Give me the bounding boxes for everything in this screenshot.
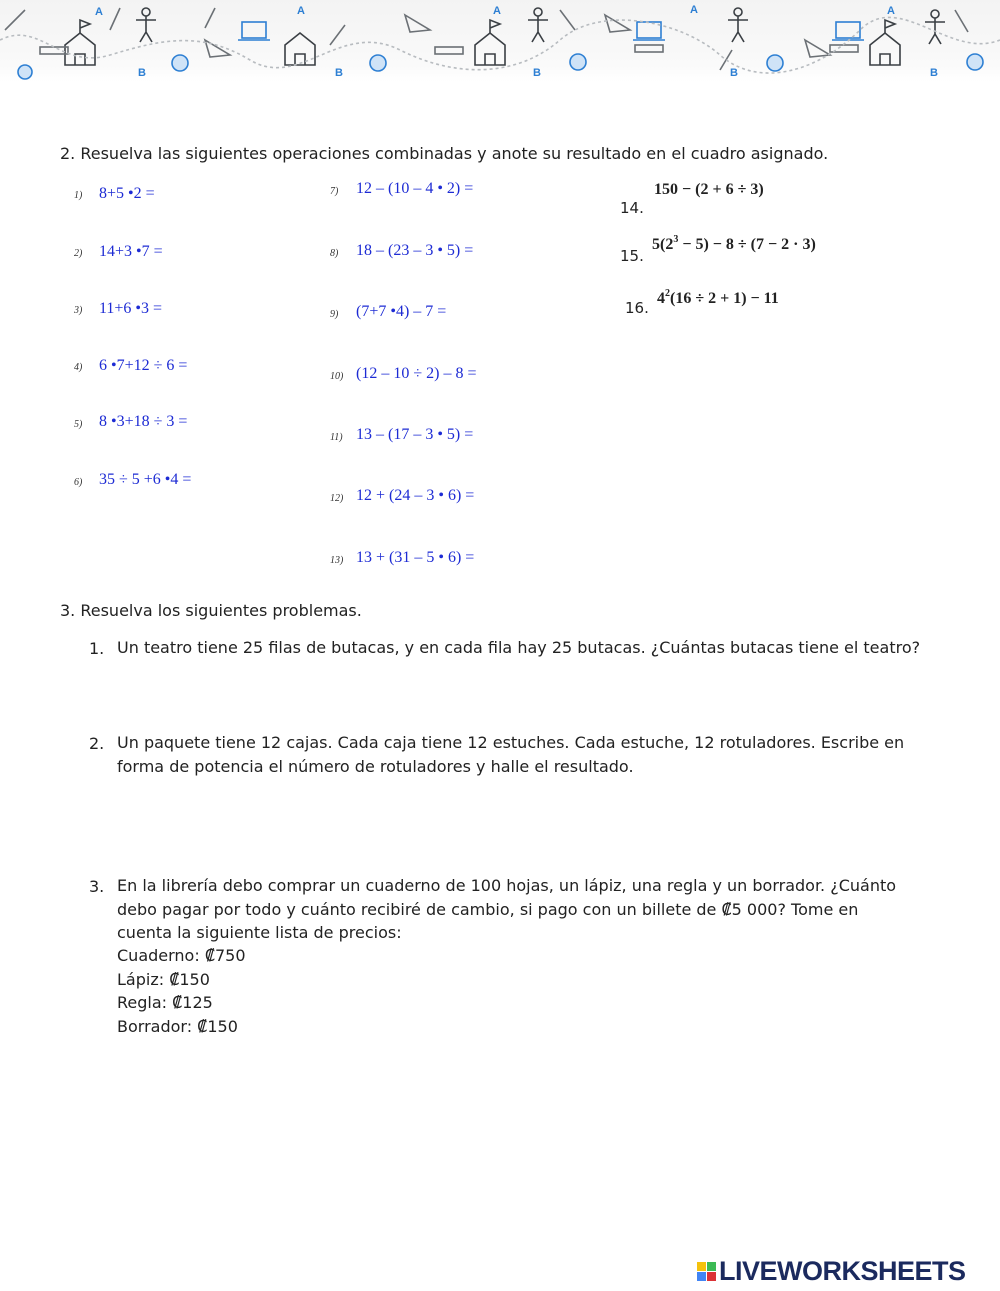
exponent: 3 — [673, 234, 679, 245]
svg-text:A: A — [887, 5, 895, 17]
price-item: Lápiz: ₡150 — [117, 969, 210, 989]
price-list — [117, 944, 246, 1038]
globe-icon — [18, 54, 983, 79]
logo-cubes-icon — [697, 1262, 716, 1281]
problem-number: 2. — [89, 734, 105, 753]
exercise-expression: 8 •3+18 ÷ 3 = — [99, 413, 188, 430]
exercise-number: 3) — [74, 305, 83, 316]
section-3-instruction: 3. Resuelva los siguientes problemas. — [60, 601, 362, 620]
exercise-number: 6) — [74, 477, 83, 488]
exercise-expression: 6 •7+12 ÷ 6 = — [99, 357, 188, 374]
exercise-expression: 13 + (31 – 5 • 6) = — [356, 549, 475, 566]
exercise-number: 1) — [74, 190, 83, 201]
svg-text:B: B — [335, 67, 343, 79]
exercise-expression: 8+5 •2 = — [99, 185, 155, 202]
svg-text:B: B — [930, 67, 938, 79]
exercise-number: 7) — [330, 186, 339, 197]
laptop-icon — [238, 22, 864, 40]
exercise-number: 11) — [330, 432, 343, 443]
svg-text:B: B — [730, 67, 738, 79]
svg-text:A: A — [493, 5, 501, 17]
svg-text:B: B — [138, 67, 146, 79]
problem-text: Un paquete tiene 12 cajas. Cada caja tiene 12 estuches. Cada estuche, 12 rotuladores. Escribe en forma de potencia el número de rotuladores y halle el resultado. — [117, 733, 905, 776]
exercise-expression: 11+6 •3 = — [99, 300, 163, 317]
exercise-expression: 14+3 •7 = — [99, 243, 163, 260]
problem-number: 3. — [89, 877, 105, 896]
exercise-expression: 18 – (23 – 3 • 5) = — [356, 242, 474, 259]
price-item: Borrador: ₡150 — [117, 1016, 238, 1036]
exercise-number: 4) — [74, 362, 83, 373]
exercise-expression: (12 – 10 ÷ 2) – 8 = — [356, 365, 477, 382]
exercise-number: 8) — [330, 248, 339, 259]
logo-text: LIVEWORKSHEETS — [719, 1256, 966, 1286]
exercise-expression: 35 ÷ 5 +6 •4 = — [99, 471, 192, 488]
exercise-expression: 12 – (10 – 4 • 2) = — [356, 180, 474, 197]
exercise-number: 5) — [74, 419, 83, 430]
svg-text:B: B — [533, 67, 541, 79]
price-item: Cuaderno: ₡750 — [117, 946, 246, 965]
problem-text: En la librería debo comprar un cuaderno de 100 hojas, un lápiz, una regla y un borrador. ¿Cuánto debo pagar por todo y cuánto recibiré de cambio, si pago con un billete de ₡5 000? Tome en cuenta la siguiente lista de precios: — [117, 876, 897, 942]
ruler-icon — [40, 45, 858, 54]
doodle-pattern — [0, 0, 1000, 82]
problem-text: Un teatro tiene 25 filas de butacas, y en cada fila hay 25 butacas. ¿Cuántas butacas tiene el teatro? — [117, 638, 921, 657]
exercise-number: 10) — [330, 371, 344, 382]
exponent: 2 — [665, 288, 670, 299]
section-2-instruction: 2. Resuelva las siguientes operaciones combinadas y anote su resultado en el cuadro asignado. — [60, 144, 829, 163]
price-item: Regla: ₡125 — [117, 993, 213, 1012]
svg-text:A: A — [690, 4, 698, 16]
exercise-number: 9) — [330, 309, 339, 320]
exercise-number: 13) — [330, 555, 344, 566]
header-banner — [0, 0, 1000, 82]
svg-text:A: A — [297, 5, 305, 17]
exercise-number: 2) — [74, 248, 83, 259]
svg-text:A: A — [95, 6, 103, 18]
problem-number: 1. — [89, 639, 105, 658]
exercise-expression: 12 + (24 – 3 • 6) = — [356, 487, 475, 504]
exercise-expression: 13 – (17 – 3 • 5) = — [356, 426, 474, 443]
liveworksheets-logo — [697, 1256, 966, 1287]
exercise-number: 16. — [625, 299, 649, 317]
exercise-expression: (7+7 •4) – 7 = — [356, 303, 447, 320]
exercise-expression: $5(2^3 - 5) - 8 \div (7 - 2 \cdot 3)$ — [652, 234, 816, 253]
exercise-number: 12) — [330, 493, 344, 504]
exercise-expression: 150 − (2 + 6 ÷ 3) — [654, 181, 764, 198]
exercise-number: 15. — [620, 247, 644, 265]
exercise-number: 14. — [620, 199, 644, 217]
exercise-expression: $4^2(16 \div 2 + 1) - 11$ — [657, 288, 779, 307]
